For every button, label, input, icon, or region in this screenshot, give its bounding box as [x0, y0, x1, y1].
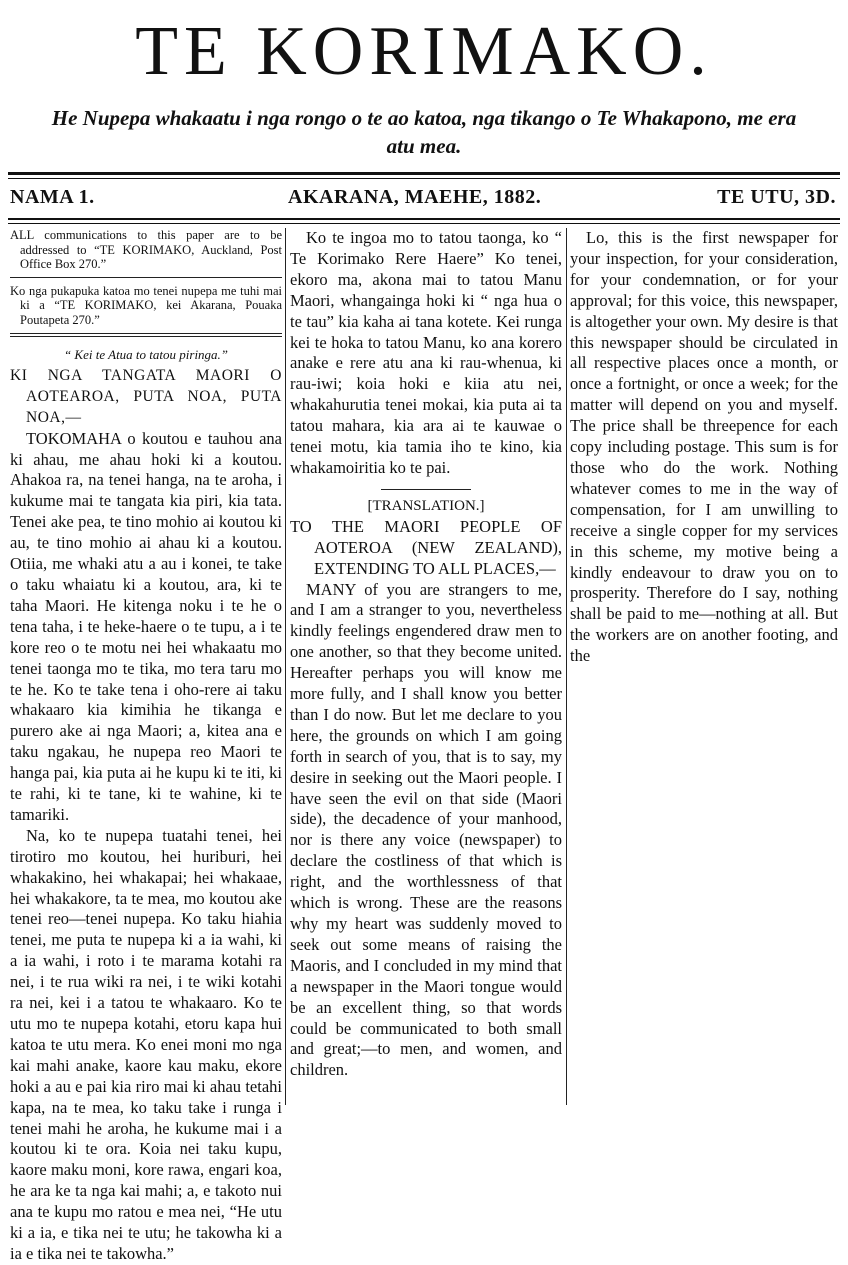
- translation-p2: Lo, this is the first newspaper for your inspection, for your consideration, for your condemnation, or for your approval; for this voice, this newspaper, is altogether your own. My desire is that this newspaper should be circulated in all respective places once a month, or once a fortnight, or once a week; for the matter will depend on you and myself. The price shall be threepence for each copy including postage. This sum is for those who do the work. Nothing whatever comes to me in the way of compensation, for I am unwilling to receive a single copper for my services in this scheme, my motive being a kindly endeavour to draw you on to prosperity. Therefore do I say, nothing shall be paid to me—nothing at all. But the workers are on another footing, and the: [570, 228, 838, 666]
- maori-article-p1: TOKOMAHA o koutou e tauhou ana ki ahau, me ahau hoki ki a koutou. Ahakoa ra, na tenei hanga, na te aroha, i kukume mai te tangata kia piri, kia tata. Tenei ake pea, te tino mohio ai koutou ki au, te tino mohio ai ahau ki a koutou. Otiia, me whaki atu a au i konei, te take o taku whaiatu ki a koutou, ara, ki te taha Maori. He kitenga noku i te he o tena taha, i te heke-haere o te tupu, a i te kore reo o te motu nei hei whakaatu mo tenei taonga mo te tika, mo tera taru mo te he. Ko te take tena i oho-rere ai taku whakaaro kia kimihia he tikanga e purero ake ai nga Maori; a, kitea ana e taku ngakau, he nupepa reo Maori te hanga pai, kia puta ai he kupu ki te iti, ki te rahi, ki te tane, ki te wahine, ki te tamariki.: [10, 428, 282, 824]
- place-date: AKARANA, MAEHE, 1882.: [288, 186, 542, 208]
- column-2: [290, 228, 562, 1081]
- dateline: [10, 186, 836, 216]
- dateline-rule-thin: [8, 223, 840, 224]
- masthead-subtitle: He Nupepa whakaatu i nga rongo o te ao katoa, nga tikango o Te Whakapono, me era atu mea.: [51, 106, 797, 158]
- section-rule: [10, 333, 282, 337]
- column-divider-2: [566, 228, 567, 1105]
- translation-p1: MANY of you are strangers to me, and I am a stranger to you, nevertheless kindly feelings engendered draw men to one another, so that they become united. Hereafter perhaps you will know me more fully, and I shall know you better than I do now. But let me declare to you here, the grounds on which I am going forth in search of you, that is to say, my desire in seeking out the Maori people. I have seen the evil on that side (Maori side), the decadence of your manhood, nor is there any voice (newspaper) to declare the costliness of that which is right, and the worthlessness of that which is wrong. These are the reasons why my heart was suddenly moved to seek out some means of raising the Maoris, and I concluded in my mind that a newspaper in the Maori tongue would be an excellent thing, so that words could be communicated to both small and great;—to men, and women, and children.: [290, 579, 562, 1080]
- column-1: [10, 228, 282, 1265]
- notice-divider: [10, 277, 282, 278]
- notice-maori: Ko nga pukapuka katoa mo tenei nupepa me tuhi mai ki a “TE KORIMAKO, kei Akarana, Pouaka Poutapeta 270.”: [10, 283, 282, 327]
- masthead-rule-top: [8, 172, 840, 175]
- translation-divider: [381, 489, 471, 490]
- issue-number: NAMA 1.: [10, 186, 95, 208]
- masthead-rule-thin: [8, 178, 840, 179]
- dateline-rule: [8, 218, 840, 220]
- masthead-title: TE KORIMAKO.: [135, 13, 713, 90]
- translation-label: [TRANSLATION.]: [367, 497, 485, 514]
- column-divider-1: [285, 228, 286, 1105]
- translation-heading: TO THE MAORI PEOPLE OF AOTEROA (NEW ZEALAND), EXTENDING TO ALL PLACES,—: [290, 516, 562, 578]
- motto: “ Kei te Atua to tatou piringa.”: [63, 347, 229, 362]
- column-3: [570, 228, 838, 667]
- maori-article-heading: KI NGA TANGATA MAORI O AOTEAROA, PUTA NOA, PUTA NOA,—: [10, 366, 282, 426]
- price: TE UTU, 3D.: [717, 186, 836, 208]
- maori-article-p2: Na, ko te nupepa tuatahi tenei, hei tirotiro mo koutou, hei huriburi, hei whakakino, hei whakapai; hei whakaae, hei whakakore, ta te mea, mo koutou ake tenei reo—tenei nupepa. Ko taku hiahia tenei, me puta te nupepa ki a ia wahi, ki a ia wahi, i roto i te marama kotahi ra nei, i te rua wiki ra nei, i te wiki kotahi ra nei, kei i a tatou te whakaaro. Ko te utu mo te nupepa kotahi, etoru kapa hui katoa te utu mera. Ko enei moni mo nga kai mahi anake, kaore kau maku, ekore hoki a au e pai kia riro mai ki ahau tetahi kapa, na te mea, ko taku take i runga i tenei mahi he aroha, he kukume mai i a koutou ki te ora. Koia nei taku kupu, kaore maku moni, kore rawa, engari koa, he ara ke ta nga kai mahi; a, e takoto nui ana te kupu mo ratou e mea nei, “He utu ki a ia, e tika nei te utu; he takowha ki a ia e tika nei te takowha.”: [10, 825, 282, 1263]
- notice-english: ALL communications to this paper are to be addressed to “TE KORIMAKO, Auckland, Post Office Box 270.”: [10, 228, 282, 271]
- maori-article-p3: Ko te ingoa mo to tatou taonga, ko “ Te Korimako Rere Haere” Ko tenei, ekoro ma, akona mai to tatou Manu Maori, whangainga hoki ki “ nga hua o te tau” kia kaha ai tana kotete. Kei runga kei te hoka to tatou Manu, ko ana korero anake e rere atu ana ki rau-whenua, ki rau-iwi; koia hoki e kiia atu nei, whakahurutia tenei mokai, kia puta ai ta tatou mahara, kia ara ai te kauwae o tenei motu, kia tamia iho te kino, kia whakamoiritia ko te pai.: [290, 228, 562, 477]
